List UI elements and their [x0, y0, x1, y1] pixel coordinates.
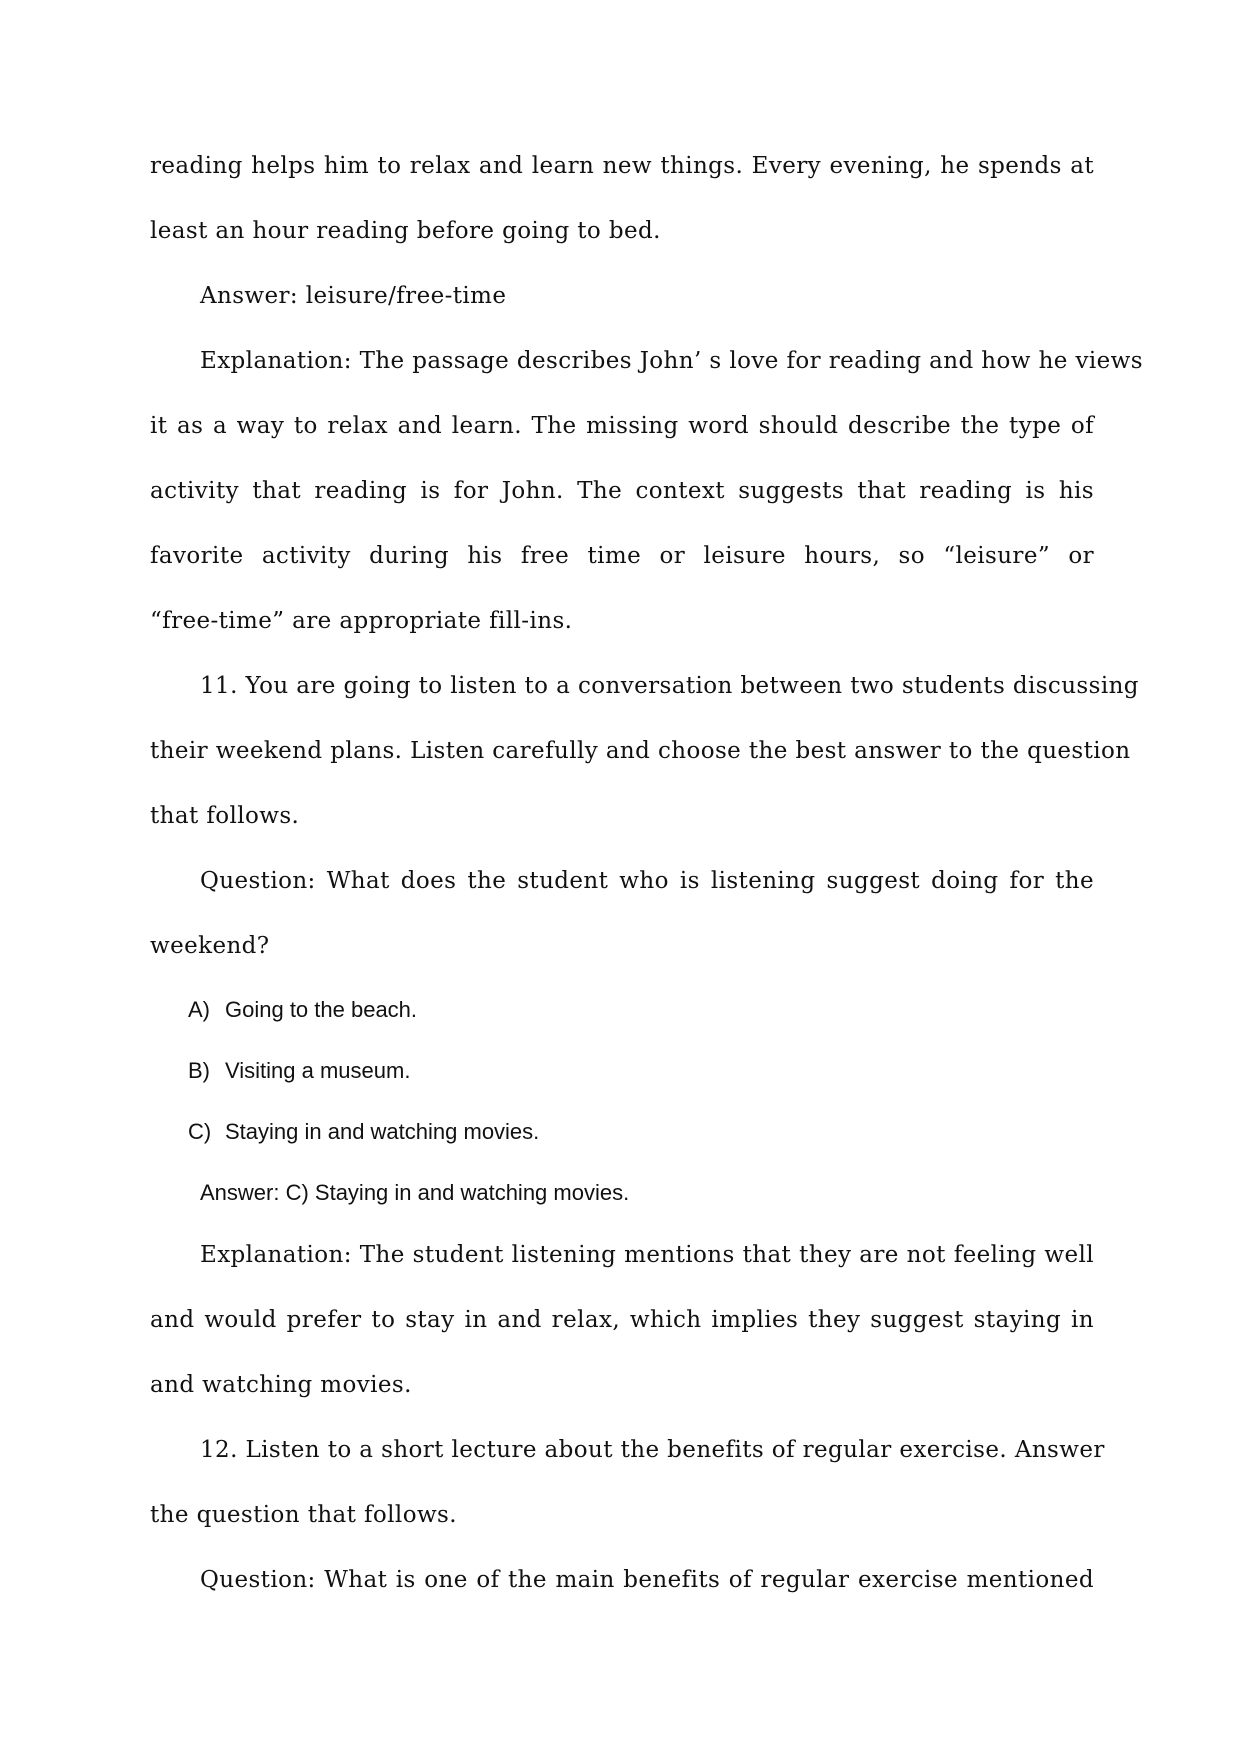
explanation-line: Explanation: The student listening mentions that they are not feeling well [200, 1242, 1094, 1268]
paragraph-line: reading helps him to relax and learn new things. Every evening, he spends at [150, 153, 1094, 179]
paragraph-line: and watching movies. [150, 1372, 412, 1398]
paragraph-line: their weekend plans. Listen carefully and choose the best answer to the question [150, 738, 1131, 764]
paragraph-line: least an hour reading before going to bed. [150, 218, 661, 244]
paragraph-line: and would prefer to stay in and relax, which implies they suggest staying in [150, 1307, 1094, 1333]
question-line: Question: What does the student who is listening suggest doing for the [200, 868, 1094, 894]
paragraph-line: the question that follows. [150, 1502, 457, 1528]
explanation-line: Explanation: The passage describes John’ s love for reading and how he views [200, 348, 1143, 374]
question-11-line: 11. You are going to listen to a conversation between two students discussing [200, 673, 1139, 699]
question-line: Question: What is one of the main benefits of regular exercise mentioned [200, 1567, 1094, 1593]
paragraph-line: activity that reading is for John. The context suggests that reading is his [150, 478, 1094, 504]
option-letter: C) [188, 1119, 212, 1144]
paragraph-line: “free-time” are appropriate fill-ins. [150, 608, 573, 634]
answer-line: Answer: C) Staying in and watching movies. [200, 1180, 630, 1205]
option-letter: A) [188, 997, 210, 1022]
question-12-line: 12. Listen to a short lecture about the benefits of regular exercise. Answer [200, 1437, 1105, 1463]
option-text: Staying in and watching movies. [225, 1119, 540, 1144]
paragraph-line: weekend? [150, 933, 270, 959]
option-b [150, 1040, 1094, 1101]
paragraph-line: it as a way to relax and learn. The missing word should describe the type of [150, 413, 1094, 439]
option-text: Going to the beach. [225, 997, 418, 1022]
option-letter: B) [188, 1058, 210, 1083]
option-c [150, 1101, 1094, 1162]
paragraph-line: that follows. [150, 803, 300, 829]
paragraph-line: favorite activity during his free time or leisure hours, so “leisure” or [150, 543, 1094, 569]
option-a [150, 979, 1094, 1040]
option-text: Visiting a museum. [225, 1058, 411, 1083]
answer-line: Answer: leisure/free-time [200, 283, 507, 309]
document-page [150, 134, 1143, 1613]
